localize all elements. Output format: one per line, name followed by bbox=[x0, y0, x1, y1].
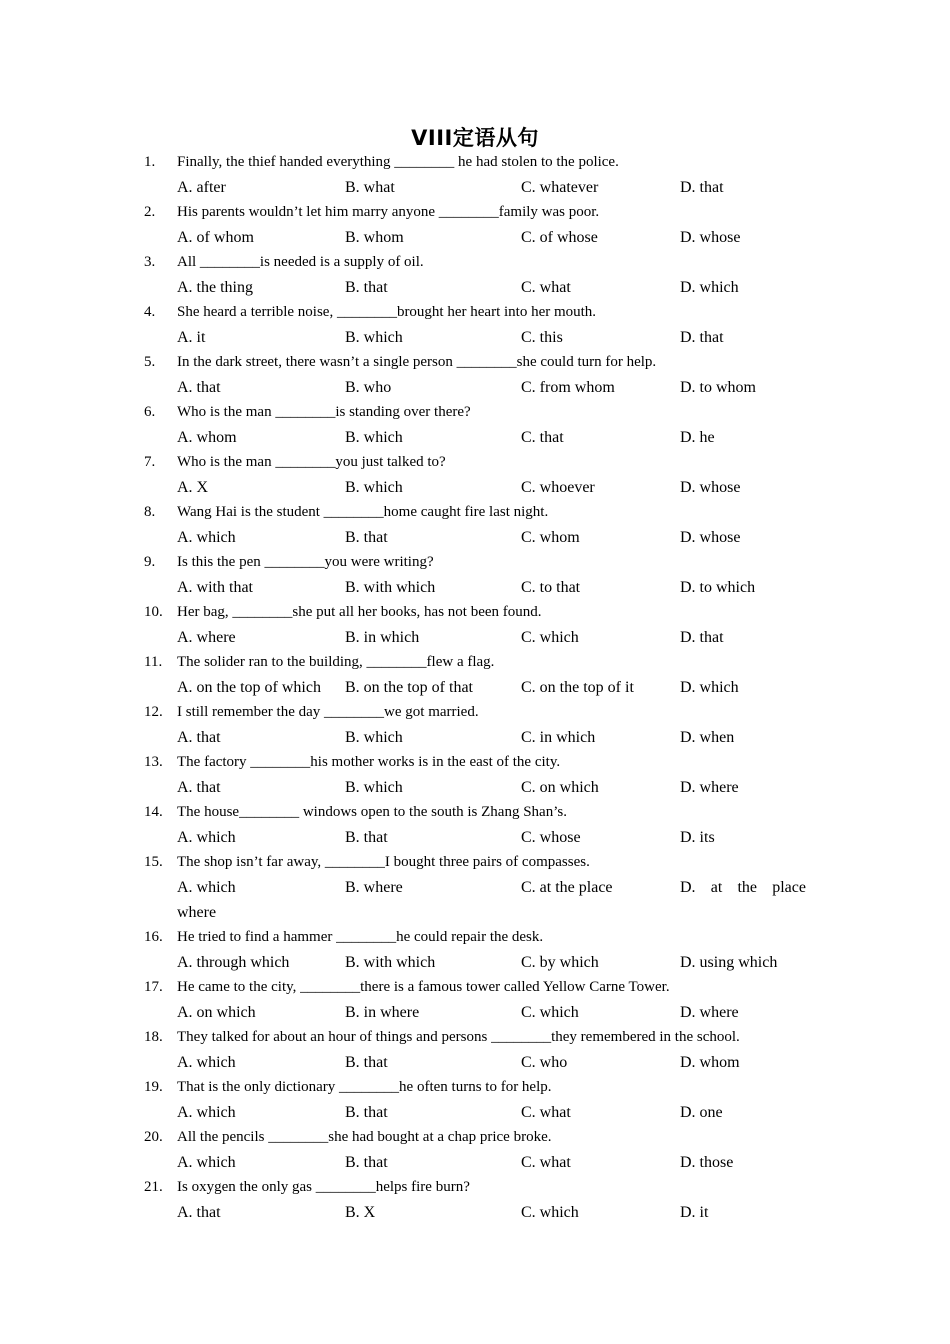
options-row bbox=[0, 1050, 950, 1075]
question-number: 20. bbox=[144, 1129, 163, 1145]
options-row bbox=[0, 625, 950, 650]
option-c: C. which bbox=[521, 629, 579, 646]
question-stem-row bbox=[0, 1175, 950, 1200]
option-b: B. with which bbox=[345, 954, 436, 971]
option-b: B. where bbox=[345, 879, 403, 896]
question-stem-row bbox=[0, 1125, 950, 1150]
question-number: 16. bbox=[144, 929, 163, 945]
question-item bbox=[0, 350, 950, 400]
options-row bbox=[0, 775, 950, 800]
option-c: C. that bbox=[521, 429, 564, 446]
question-number: 19. bbox=[144, 1079, 163, 1095]
option-c: C. which bbox=[521, 1004, 579, 1021]
question-text: All ________is needed is a supply of oil. bbox=[177, 254, 424, 270]
question-text: That is the only dictionary ________he often turns to for help. bbox=[177, 1079, 552, 1095]
option-c: C. whoever bbox=[521, 479, 595, 496]
question-number: 6. bbox=[144, 404, 156, 420]
option-d: D. that bbox=[680, 179, 724, 196]
option-d: D. which bbox=[680, 279, 739, 296]
option-a: A. it bbox=[177, 329, 206, 346]
option-a: A. that bbox=[177, 379, 221, 396]
question-number: 12. bbox=[144, 704, 163, 720]
options-row bbox=[0, 825, 950, 850]
option-b: B. which bbox=[345, 429, 403, 446]
option-d-word: at bbox=[710, 879, 723, 896]
question-text: Her bag, ________she put all her books, has not been found. bbox=[177, 604, 542, 620]
option-a: A. whom bbox=[177, 429, 237, 446]
option-d: D. one bbox=[680, 1104, 723, 1121]
question-number: 3. bbox=[144, 254, 156, 270]
options-row bbox=[0, 325, 950, 350]
option-d: D. whom bbox=[680, 1054, 740, 1071]
question-stem-row bbox=[0, 400, 950, 425]
question-text: Finally, the thief handed everything ________ he had stolen to the police. bbox=[177, 154, 619, 170]
option-c: C. this bbox=[521, 329, 563, 346]
option-d: D. those bbox=[680, 1154, 734, 1171]
option-d-word: place bbox=[772, 879, 806, 896]
option-d: D. whose bbox=[680, 479, 741, 496]
option-b: B. with which bbox=[345, 579, 436, 596]
option-b: B. whom bbox=[345, 229, 404, 246]
question-stem-row bbox=[0, 600, 950, 625]
question-item bbox=[0, 600, 950, 650]
question-number: 14. bbox=[144, 804, 163, 820]
question-text: I still remember the day ________we got married. bbox=[177, 704, 479, 720]
option-b: B. that bbox=[345, 279, 388, 296]
option-c: C. by which bbox=[521, 954, 599, 971]
option-b: B. that bbox=[345, 1104, 388, 1121]
question-stem-row bbox=[0, 650, 950, 675]
option-a: A. which bbox=[177, 829, 236, 846]
option-d-continuation bbox=[0, 900, 950, 925]
option-b: B. in which bbox=[345, 629, 420, 646]
option-a: A. that bbox=[177, 779, 221, 796]
question-number: 15. bbox=[144, 854, 163, 870]
question-list bbox=[0, 150, 950, 1225]
option-b: B. that bbox=[345, 1054, 388, 1071]
option-d bbox=[680, 875, 806, 900]
option-c: C. who bbox=[521, 1054, 568, 1071]
option-b: B. which bbox=[345, 479, 403, 496]
question-text: His parents wouldn’t let him marry anyone ________family was poor. bbox=[177, 204, 600, 220]
question-text: The house________ windows open to the south is Zhang Shan’s. bbox=[177, 804, 567, 820]
option-b: B. X bbox=[345, 1204, 376, 1221]
question-stem-row bbox=[0, 850, 950, 875]
option-c: C. whatever bbox=[521, 179, 599, 196]
question-stem-row bbox=[0, 1025, 950, 1050]
option-b: B. who bbox=[345, 379, 392, 396]
question-text: The solider ran to the building, ________flew a flag. bbox=[177, 654, 495, 670]
option-b: B. that bbox=[345, 1154, 388, 1171]
option-a: A. the thing bbox=[177, 279, 253, 296]
question-item bbox=[0, 500, 950, 550]
option-c: C. what bbox=[521, 1104, 571, 1121]
question-text: He came to the city, ________there is a famous tower called Yellow Carne Tower. bbox=[177, 979, 670, 995]
option-c: C. on the top of it bbox=[521, 679, 634, 696]
option-a: A. that bbox=[177, 1204, 221, 1221]
option-c: C. to that bbox=[521, 579, 581, 596]
question-number: 7. bbox=[144, 454, 156, 470]
options-row bbox=[0, 275, 950, 300]
question-number: 17. bbox=[144, 979, 163, 995]
page-title: VIII定语从句 bbox=[411, 126, 539, 150]
option-c: C. which bbox=[521, 1204, 579, 1221]
option-a: A. that bbox=[177, 729, 221, 746]
option-d: D. he bbox=[680, 429, 715, 446]
question-text: They talked for about an hour of things and persons ________they remembered in the school. bbox=[177, 1029, 740, 1045]
question-item bbox=[0, 300, 950, 350]
question-text: In the dark street, there wasn’t a single person ________she could turn for help. bbox=[177, 354, 657, 370]
option-d: D. that bbox=[680, 329, 724, 346]
question-number: 10. bbox=[144, 604, 163, 620]
options-row bbox=[0, 575, 950, 600]
options-row bbox=[0, 1200, 950, 1225]
option-d: D. it bbox=[680, 1204, 709, 1221]
options-row bbox=[0, 950, 950, 975]
question-item bbox=[0, 1075, 950, 1125]
options-row bbox=[0, 425, 950, 450]
question-number: 11. bbox=[144, 654, 163, 670]
option-b: B. which bbox=[345, 779, 403, 796]
option-c: C. at the place bbox=[521, 879, 613, 896]
option-a: A. X bbox=[177, 479, 209, 496]
question-stem-row bbox=[0, 975, 950, 1000]
question-number: 4. bbox=[144, 304, 156, 320]
option-c: C. whom bbox=[521, 529, 580, 546]
question-stem-row bbox=[0, 750, 950, 775]
question-stem-row bbox=[0, 500, 950, 525]
options-row bbox=[0, 525, 950, 550]
question-item bbox=[0, 1175, 950, 1225]
option-a: A. after bbox=[177, 179, 226, 196]
options-row bbox=[0, 1150, 950, 1175]
option-a: A. which bbox=[177, 529, 236, 546]
option-b: B. in where bbox=[345, 1004, 420, 1021]
question-number: 13. bbox=[144, 754, 163, 770]
question-text: The shop isn’t far away, ________I bought three pairs of compasses. bbox=[177, 854, 590, 870]
option-d-word: the bbox=[737, 879, 758, 896]
option-b: B. that bbox=[345, 829, 388, 846]
option-a: A. of whom bbox=[177, 229, 254, 246]
question-item bbox=[0, 400, 950, 450]
question-item bbox=[0, 975, 950, 1025]
option-a: A. which bbox=[177, 1104, 236, 1121]
question-item bbox=[0, 250, 950, 300]
question-item bbox=[0, 550, 950, 600]
option-d: D. using which bbox=[680, 954, 778, 971]
options-row bbox=[0, 675, 950, 700]
options-row bbox=[0, 175, 950, 200]
option-b: B. that bbox=[345, 529, 388, 546]
option-c: C. what bbox=[521, 279, 571, 296]
option-d: D. when bbox=[680, 729, 735, 746]
question-item bbox=[0, 200, 950, 250]
question-stem-row bbox=[0, 1075, 950, 1100]
question-text: Who is the man ________you just talked to? bbox=[177, 454, 446, 470]
option-b: B. which bbox=[345, 329, 403, 346]
option-d: D. that bbox=[680, 629, 724, 646]
question-number: 5. bbox=[144, 354, 156, 370]
option-a: A. with that bbox=[177, 579, 253, 596]
option-d: D. whose bbox=[680, 529, 741, 546]
options-row bbox=[0, 375, 950, 400]
options-row bbox=[0, 1000, 950, 1025]
option-d-wrap-text: where bbox=[177, 904, 217, 921]
question-number: 21. bbox=[144, 1179, 163, 1195]
question-stem-row bbox=[0, 450, 950, 475]
option-c: C. in which bbox=[521, 729, 596, 746]
options-row bbox=[0, 225, 950, 250]
question-stem-row bbox=[0, 925, 950, 950]
question-text: Is oxygen the only gas ________helps fire burn? bbox=[177, 1179, 470, 1195]
question-item bbox=[0, 1125, 950, 1175]
options-row bbox=[0, 725, 950, 750]
options-row bbox=[0, 1100, 950, 1125]
option-a: A. on the top of which bbox=[177, 679, 321, 696]
question-item bbox=[0, 450, 950, 500]
option-c: C. whose bbox=[521, 829, 581, 846]
question-stem-row bbox=[0, 250, 950, 275]
question-item bbox=[0, 750, 950, 800]
option-d-word: D. bbox=[680, 879, 696, 896]
question-number: 2. bbox=[144, 204, 156, 220]
options-row bbox=[0, 475, 950, 500]
option-d: D. to whom bbox=[680, 379, 756, 396]
question-number: 8. bbox=[144, 504, 156, 520]
option-c: C. from whom bbox=[521, 379, 615, 396]
question-stem-row bbox=[0, 550, 950, 575]
option-d: D. its bbox=[680, 829, 715, 846]
question-text: He tried to find a hammer ________he could repair the desk. bbox=[177, 929, 544, 945]
option-a: A. which bbox=[177, 1054, 236, 1071]
question-stem-row bbox=[0, 300, 950, 325]
option-c: C. on which bbox=[521, 779, 599, 796]
question-item bbox=[0, 650, 950, 700]
question-item bbox=[0, 150, 950, 200]
question-number: 9. bbox=[144, 554, 156, 570]
option-d: D. which bbox=[680, 679, 739, 696]
option-c: C. of whose bbox=[521, 229, 598, 246]
option-b: B. what bbox=[345, 179, 395, 196]
question-item bbox=[0, 850, 950, 925]
question-text: Who is the man ________is standing over there? bbox=[177, 404, 471, 420]
question-stem-row bbox=[0, 700, 950, 725]
options-row bbox=[0, 875, 950, 900]
option-a: A. where bbox=[177, 629, 236, 646]
question-text: She heard a terrible noise, ________brought her heart into her mouth. bbox=[177, 304, 597, 320]
option-b: B. on the top of that bbox=[345, 679, 473, 696]
option-c: C. what bbox=[521, 1154, 571, 1171]
question-text: Wang Hai is the student ________home caught fire last night. bbox=[177, 504, 549, 520]
option-d: D. whose bbox=[680, 229, 741, 246]
option-a: A. which bbox=[177, 1154, 236, 1171]
question-item bbox=[0, 1025, 950, 1075]
question-item bbox=[0, 925, 950, 975]
question-stem-row bbox=[0, 150, 950, 175]
option-d: D. where bbox=[680, 779, 739, 796]
question-number: 18. bbox=[144, 1029, 163, 1045]
option-d: D. to which bbox=[680, 579, 756, 596]
option-a: A. through which bbox=[177, 954, 290, 971]
option-a: A. which bbox=[177, 879, 236, 896]
question-text: Is this the pen ________you were writing? bbox=[177, 554, 434, 570]
question-stem-row bbox=[0, 200, 950, 225]
option-b: B. which bbox=[345, 729, 403, 746]
question-item bbox=[0, 800, 950, 850]
question-stem-row bbox=[0, 350, 950, 375]
question-item bbox=[0, 700, 950, 750]
question-text: The factory ________his mother works is in the east of the city. bbox=[177, 754, 561, 770]
option-a: A. on which bbox=[177, 1004, 256, 1021]
question-stem-row bbox=[0, 800, 950, 825]
question-text: All the pencils ________she had bought at a chap price broke. bbox=[177, 1129, 552, 1145]
question-number: 1. bbox=[144, 154, 156, 170]
option-d: D. where bbox=[680, 1004, 739, 1021]
